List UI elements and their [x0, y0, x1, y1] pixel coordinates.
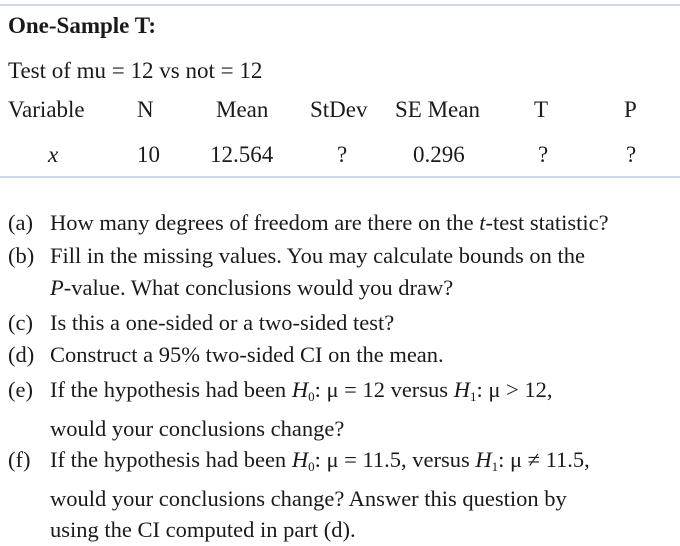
cell-p: ?	[626, 142, 637, 167]
question-f: (f) If the hypothesis had been $H_0$: μ = 11.5, versus $H_1$: μ ≠ 11.5, would your conclusions change? Answer this question by using the CI computed in part (d).	[8, 447, 590, 542]
question-d: (d) Construct a 95% two-sided CI on the mean.	[8, 342, 444, 367]
cell-variable: x	[48, 142, 59, 167]
question-e: (e) If the hypothesis had been $H_0$: μ = 12 versus $H_1$: μ > 12, would your conclusions change?	[8, 377, 553, 441]
col-mean: Mean	[216, 97, 269, 122]
col-variable: Variable	[8, 97, 85, 122]
section-divider	[0, 176, 680, 178]
col-stdev: StDev	[310, 97, 368, 122]
cell-stdev: ?	[337, 142, 348, 167]
col-p: P	[624, 97, 637, 122]
top-divider	[0, 4, 680, 6]
test-description: Test of mu = 12 vs not = 12	[8, 58, 263, 83]
question-b: (b) Fill in the missing values. You may calculate bounds on the P-value. What conclusions would you draw?	[8, 243, 585, 300]
col-se-mean: SE Mean	[395, 97, 480, 122]
col-n: N	[137, 97, 154, 122]
question-c: (c) Is this a one-sided or a two-sided test?	[8, 310, 395, 335]
cell-t: ?	[538, 142, 549, 167]
output-heading: One-Sample T:	[8, 13, 157, 38]
col-t: T	[534, 97, 549, 122]
cell-mean: 12.564	[210, 142, 274, 167]
question-a: (a) How many degrees of freedom are there on the t-test statistic?	[8, 210, 609, 235]
cell-se-mean: 0.296	[413, 142, 465, 167]
cell-n: 10	[137, 142, 160, 167]
